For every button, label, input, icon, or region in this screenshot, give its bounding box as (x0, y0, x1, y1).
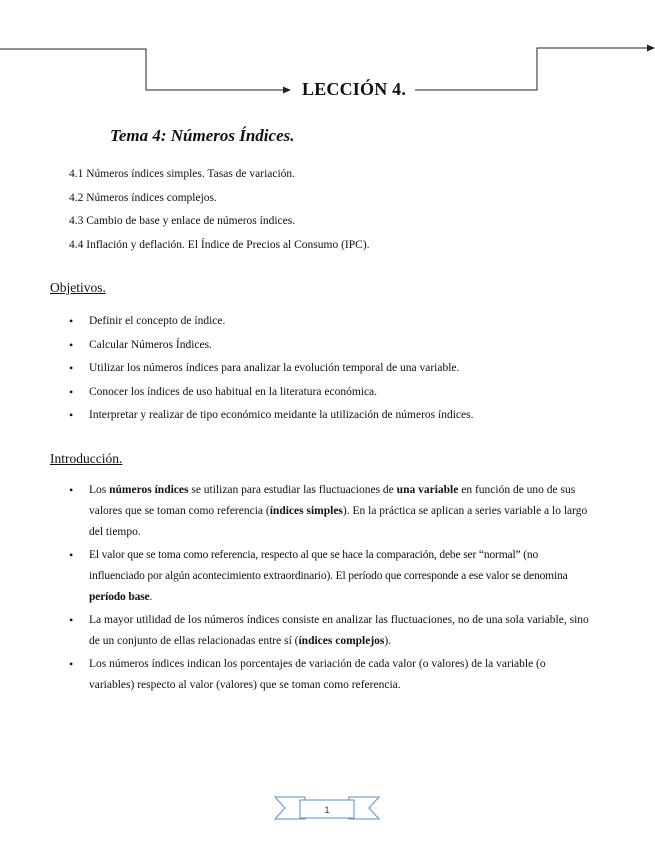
toc-item: 4.3 Cambio de base y enlace de números índices. (69, 215, 296, 227)
list-item: • Los números índices se utilizan para estudiar las fluctuaciones de una variable en función de uno de sus valores que se toman como referencia (índices simples). En la práctica se aplican a series variable a lo largo del tiempo. (50, 480, 590, 543)
objectives-heading: Objetivos. (50, 280, 106, 295)
list-item: • Utilizar los números índices para analizar la evolución temporal de una variable. (50, 360, 473, 384)
objectives-list (50, 313, 473, 431)
arrow-head-icon (647, 45, 655, 52)
toc-item: 4.2 Números índices complejos. (69, 191, 217, 204)
list-item: • Definir el concepto de índice. (50, 313, 473, 337)
arrow-head-icon (283, 87, 291, 94)
list-item: • Los números índices indican los porcentajes de variación de cada valor (o valores) de la variable (o variables) respecto al valor (valores) que se toman como referencia. (50, 654, 590, 696)
list-item: • Calcular Números Índices. (50, 337, 473, 361)
list-item: • El valor que se toma como referencia, respecto al que se hace la comparación, debe ser “normal” (no influenciado por algún acontecimiento extraordinario). El período que corresponde a ese valor se denomina período base. (50, 545, 590, 608)
topic-title: Tema 4: Números Índices. (110, 126, 295, 145)
toc-item: 4.4 Inflación y deflación. El Índice de Precios al Consumo (IPC). (69, 238, 370, 251)
introduction-list (50, 480, 590, 698)
page-number: 1 (324, 805, 330, 815)
list-item: • Interpretar y realizar de tipo económico meidante la utilización de números índices. (50, 407, 473, 431)
introduction-heading: Introducción. (50, 451, 123, 466)
list-item: • Conocer los índices de uso habitual en la literatura económica. (50, 384, 473, 408)
toc-item: 4.1 Números índices simples. Tasas de variación. (69, 168, 296, 180)
lesson-title: LECCIÓN 4. (302, 79, 407, 99)
list-item: • La mayor utilidad de los números índices consiste en analizar las fluctuaciones, no de una sola variable, sino de un conjunto de ellas relacionadas entre sí (índices complejos). (50, 610, 590, 652)
table-of-contents (69, 166, 370, 260)
